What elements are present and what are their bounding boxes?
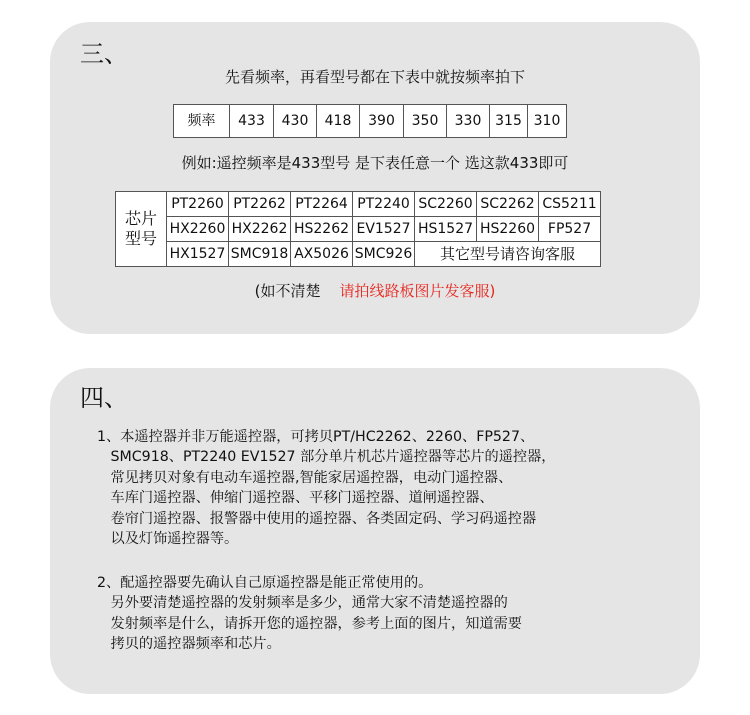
chip-model-header [116,192,167,267]
table-row [116,242,601,267]
table-row [174,105,567,138]
table-row [116,192,601,217]
table-cell: 330 [447,105,490,138]
note-prefix: (如不清楚 [254,282,321,300]
info-card-instructions [50,368,700,694]
table-row [116,217,601,242]
table-cell: HS2260 [477,217,539,242]
frequency-label-cell: 频率 [174,105,230,138]
instruction-item-1 [97,427,555,549]
table-cell: 430 [274,105,317,138]
table-cell: 418 [317,105,360,138]
chip-model-table [115,191,601,267]
frequency-table [173,104,567,138]
text-line: SMC918、PT2240 EV1527 部分单片机芯片遥控器等芯片的遥控器， [97,449,556,466]
table-cell: 310 [528,105,567,138]
text-line: 2、配遥控器要先确认自己原遥控器是能正常使用的。 [97,575,433,591]
other-models-note: 其它型号请咨询客服 [415,242,601,267]
table-cell: HS2262 [291,217,353,242]
text-line: 车库门遥控器、伸缩门遥控器、平移门遥控器、道闸遥控器、 [97,490,494,507]
table-cell: 433 [230,105,274,138]
text-line: 常见拷贝对象有电动车遥控器,智能家居遥控器，电动门遥控器、 [97,469,513,486]
section-heading: 三、 [80,40,128,68]
section-heading: 四、 [80,384,128,412]
table-cell: PT2262 [229,192,291,217]
table-cell: HX2262 [229,217,291,242]
table-cell: 315 [490,105,528,138]
contact-note [50,281,700,301]
table-cell: HX1527 [167,242,229,267]
text-line: 卷帘门遥控器、报警器中使用的遥控器、各类固定码、学习码遥控器 [97,510,537,527]
table-cell: AX5026 [291,242,353,267]
table-cell: SC2262 [477,192,539,217]
instruction-item-2 [97,573,522,655]
table-cell: FP527 [539,217,601,242]
table-cell: 350 [404,105,447,138]
header-line: 型号 [124,229,157,248]
text-line: 拷贝的遥控器频率和芯片。 [97,636,281,653]
table-cell: PT2264 [291,192,353,217]
header-line: 芯片 [124,209,157,228]
info-card-frequency [50,22,700,334]
table-cell: HX2260 [167,217,229,242]
text-line: 发射频率是什么，请拆开您的遥控器，参考上面的图片，知道需要 [97,615,522,632]
example-text: 例如:遥控频率是433型号 是下表任意一个 选这款433即可 [181,154,569,172]
table-cell: SMC918 [229,242,291,267]
table-cell: 390 [360,105,404,138]
text-line: 另外要清楚遥控器的发射频率是多少，通常大家不清楚遥控器的 [97,595,508,612]
text-line: 1、本遥控器并非万能遥控器，可拷贝PT/HC2262、2260、FP527、 [97,429,535,445]
table-cell: SMC926 [353,242,415,267]
note-highlight: 请拍线路板图片发客服) [339,282,496,300]
table-cell: EV1527 [353,217,415,242]
table-cell: PT2260 [167,192,229,217]
table-cell: CS5211 [539,192,601,217]
intro-text: 先看频率，再看型号都在下表中就按频率拍下 [224,68,525,86]
table-cell: SC2260 [415,192,477,217]
table-cell: PT2240 [353,192,415,217]
text-line: 以及灯饰遥控器等。 [97,531,239,548]
table-cell: HS1527 [415,217,477,242]
